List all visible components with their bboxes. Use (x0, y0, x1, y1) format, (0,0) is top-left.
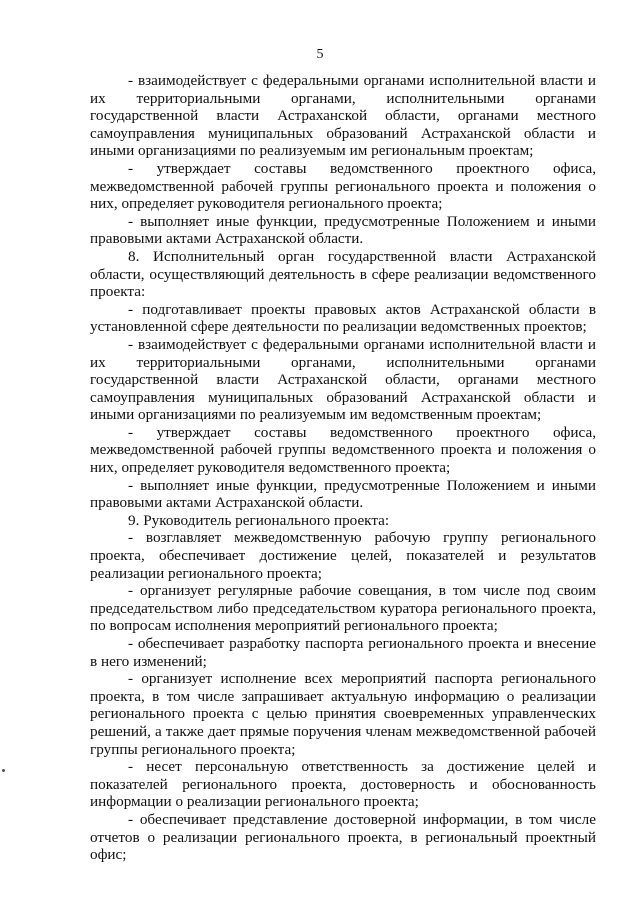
paragraph-organizes-meetings: - организует регулярные рабочие совещания, в том числе под своим председательством либо председательством куратора регионального проекта, по вопросам исполнения мероприятий регионального проекта; (90, 582, 596, 635)
document-body (90, 72, 596, 864)
paragraph-interacts-departmental: - взаимодействует с федеральными органами исполнительной власти и их территориальными органами, исполнительными органами государственной власти Астраханской области, органами местного самоуправления муниципальных образований Астраханской области и иными организациями по реализуемым им ведомственным проектам; (90, 335, 596, 424)
paragraph-other-functions: - выполняет иные функции, предусмотренные Положением и иными правовыми актами Астраханской области. (90, 212, 596, 248)
paragraph-item-8-heading: 8. Исполнительный орган государственной власти Астраханской области, осуществляющий деятельность в сфере реализации ведомственного проекта: (90, 247, 596, 301)
paragraph-personal-responsibility: - несет персональную ответственность за достижение целей и показателей регионального проекта, достоверность и обоснованность информации о реализации регионального проекта; (90, 758, 596, 811)
paragraph-provides-reports: - обеспечивает представление достоверной информации, в том числе отчетов о реализации регионального проекта, в региональный проектный офис; (90, 810, 596, 864)
paragraph-approves-compositions: - утверждает составы ведомственного проектного офиса, межведомственной рабочей группы регионального проекта и положения о них, определяет руководителя регионального проекта; (90, 159, 596, 213)
paragraph-prepares-legal-acts: - подготавливает проекты правовых актов Астраханской области в установленной сфере деятельности по реализации ведомственных проектов; (90, 300, 596, 336)
paragraph-item-9-heading: 9. Руководитель регионального проекта: (128, 511, 390, 529)
page-number: 5 (316, 47, 324, 62)
scan-edge-mark (2, 769, 5, 772)
paragraph-organizes-execution: - организует исполнение всех мероприятий паспорта регионального проекта, в том числе запрашивает актуальную информацию о реализации регионального проекта с целью принятия своевременных управленческих решений, а также дает прямые поручения членам межведомственной рабочей группы регионального проекта; (90, 670, 596, 758)
paragraph-passport-development: - обеспечивает разработку паспорта регионального проекта и внесение в него изменений; (90, 635, 596, 670)
paragraph-other-functions-2: - выполняет иные функции, предусмотренные Положением и иными правовыми актами Астраханской области. (90, 476, 596, 512)
paragraph-interacts-federal-bodies: - взаимодействует с федеральными органами исполнительной власти и их территориальными органами, исполнительными органами государственной власти Астраханской области, органами местного самоуправления муниципальных образований Астраханской области и иными организациями по реализуемым им региональным проектам; (90, 72, 596, 160)
paragraph-approves-departmental: - утверждает составы ведомственного проектного офиса, межведомственной рабочей группы ведомственного проекта и положения о них, определяет руководителя ведомственного проекта; (90, 423, 596, 477)
paragraph-heads-working-group: - возглавляет межведомственную рабочую группу регионального проекта, обеспечивает достижение целей, показателей и результатов реализации регионального проекта; (90, 529, 596, 582)
